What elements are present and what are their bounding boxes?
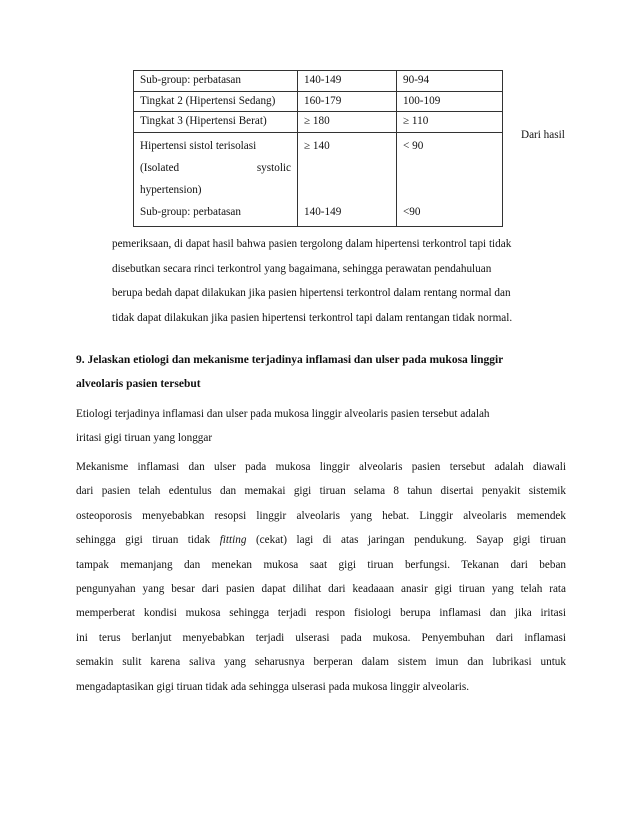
heading-line: alveolaris pasien tersebut [76,378,201,390]
table-row [134,132,503,226]
text-line: pemeriksaan, di dapat hasil bahwa pasien tergolong dalam hipertensi terkontrol tapi tidak [112,238,512,250]
intro-paragraph [112,232,564,330]
text-line: osteoporosis menyebabkan resopsi linggir alveolaris yang hebat. Linggir alveolaris memendek [76,509,566,522]
text-line: berupa bedah dapat dilakukan jika pasien hipertensi terkontrol dalam rentang normal dan [112,287,511,299]
side-note: Dari hasil [521,129,565,141]
table-cell-isolated-dbp [397,132,503,226]
italic-term: fitting [219,534,247,547]
text-segment: sehingga gigi tiruan tidak [76,534,211,547]
text-line: tidak dapat dilakukan jika pasien hipertensi terkontrol tapi dalam rentangan tidak normal. [112,311,513,324]
iso-line-2-left: (Isolated [140,161,180,174]
iso-line-2 [140,157,291,179]
iso-line-1: Hipertensi sistol terisolasi [140,139,257,152]
text-line: semakin sulit karena saliva yang seharusnya berperan dalam sistem imun dan lubrikasi untuk [76,656,566,669]
text-line: memperberat kondisi mukosa sehingga terjadi respon fisiologi berupa inflamasi dan jika iritasi [76,607,566,620]
table-cell: Tingkat 3 (Hipertensi Berat) [134,112,298,133]
table-cell: 100-109 [397,91,503,112]
table-row [134,71,503,92]
text-line: iritasi gigi tiruan yang longgar [76,432,213,445]
mechanism-paragraph [76,455,566,699]
table-cell-isolated-sbp [298,132,397,226]
text-line: ini terus berlanjut menyebabkan terjadi ulserasi pada mukosa. Penyembuhan dari inflamasi [76,631,566,644]
iso-sbp-bottom: 140-149 [304,205,342,218]
etiology-paragraph [76,402,566,451]
heading-line: 9. Jelaskan etiologi dan mekanisme terjadinya inflamasi dan ulser pada mukosa linggir [76,354,504,366]
text-line: disebutkan secara rinci terkontrol yang bagaimana, sehingga perawatan pendahuluan [112,262,492,275]
text-line: Mekanisme inflamasi dan ulser pada mukosa linggir alveolaris pasien tersebut adalah diawali [76,461,566,473]
question-heading [76,348,566,396]
text-line: mengadaptasikan gigi tiruan tidak ada sehingga ulserasi pada mukosa linggir alveolaris. [76,680,470,693]
table-cell: ≥ 180 [298,112,397,133]
table-cell: Sub-group: perbatasan [134,71,298,92]
iso-line-4: Sub-group: perbatasan [140,205,241,218]
table-cell-isolated [134,132,298,226]
blood-pressure-table [133,70,503,227]
table-cell: ≥ 110 [397,112,503,133]
iso-dbp-top: < 90 [403,139,424,152]
text-line: pengunyahan yang besar dari pasien dapat dilihat dari keadaaan anasir gigi tiruan yang telah rata [76,583,566,596]
text-line: Etiologi terjadinya inflamasi dan ulser pada mukosa linggir alveolaris pasien tersebut adalah [76,408,490,420]
text-line-fitting [76,528,566,552]
text-segment: (cekat) lagi di atas jaringan pendukung. Sayap gigi tiruan [255,534,566,547]
iso-line-3: hypertension) [140,183,202,196]
text-line: tampak memanjang dan menekan mukosa saat gigi tiruan berfungsi. Tekanan dari beban [76,558,566,571]
table-cell: 140-149 [298,71,397,92]
iso-line-2-right: systolic [256,161,291,174]
iso-dbp-bottom: <90 [403,205,421,218]
iso-sbp-top: ≥ 140 [304,139,330,152]
table-cell: 90-94 [397,71,503,92]
table-row [134,91,503,112]
table-cell: Tingkat 2 (Hipertensi Sedang) [134,91,298,112]
table-row [134,112,503,133]
table-cell: 160-179 [298,91,397,112]
text-line: dari pasien telah edentulus dan memakai gigi tiruan selama 8 tahun disertai penyakit sistemik [76,485,566,498]
